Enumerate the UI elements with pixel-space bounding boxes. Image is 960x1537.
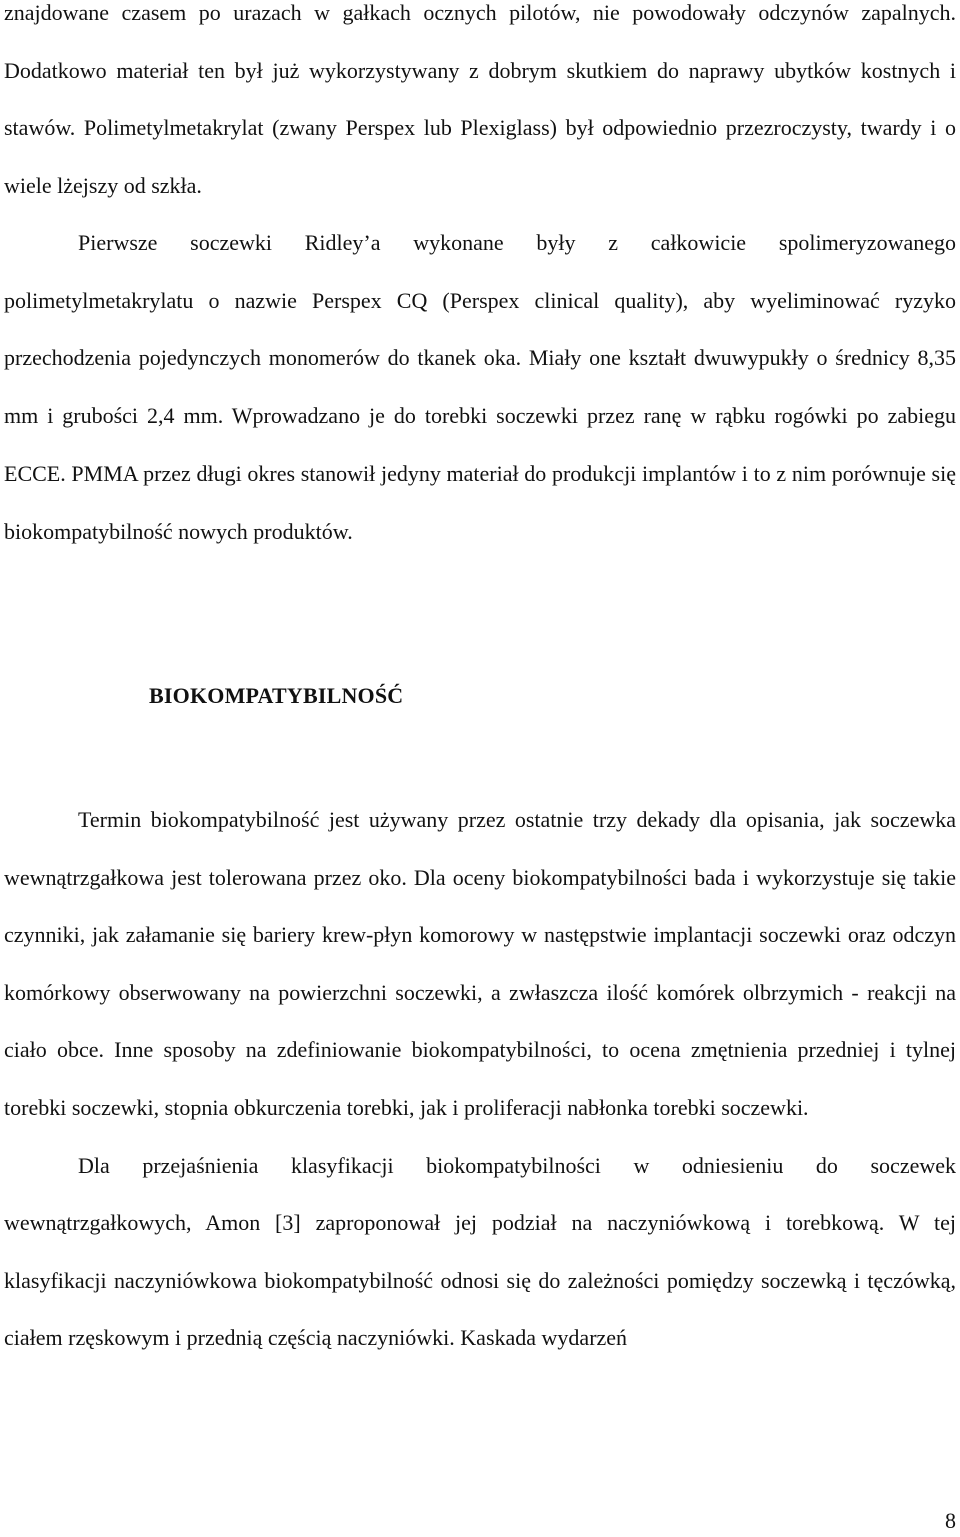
section-heading: BIOKOMPATYBILNOŚĆ xyxy=(149,683,404,708)
section-body xyxy=(4,791,956,1367)
paragraph-ridley-lenses: Pierwsze soczewki Ridley’a wykonane były z całkowicie spolimeryzowanego polimetylmetakrylatu o nazwie Perspex CQ (Perspex clinical quality), aby wyeliminować ryzyko przechodzenia pojedynczych monomerów do tkanek oka. Miały one kształt dwuwypukły o średnicy 8,35 mm i grubości 2,4 mm. Wprowadzano je do torebki soczewki przez ranę w rąbku rogówki po zabiegu ECCE. PMMA przez długi okres stanowił jedyny materiał do produkcji implantów i to z nim porównuje się biokompatybilność nowych produktów. xyxy=(4,230,956,544)
paragraph-pmma-history: znajdowane czasem po urazach w gałkach ocznych pilotów, nie powodowały odczynów zapalnych. Dodatkowo materiał ten był już wykorzystywany z dobrym skutkiem do naprawy ubytków kostnych i stawów. Polimetylmetakrylat (zwany Perspex lub Plexiglass) był odpowiednio przezroczysty, twardy i o wiele lżejszy od szkła. xyxy=(4,0,956,198)
document-page xyxy=(4,0,956,560)
page-number: 8 xyxy=(945,1508,956,1533)
paragraph-biocompatibility-definition: Termin biokompatybilność jest używany przez ostatnie trzy dekady dla opisania, jak soczewka wewnątrzgałkowa jest tolerowana przez oko. Dla oceny biokompatybilności bada i wykorzystuje się takie czynniki, jak załamanie się bariery krew-płyn komorowy w następstwie implantacji soczewki oraz odczyn komórkowy obserwowany na powierzchni soczewki, a zwłaszcza ilość komórek olbrzymich - reakcji na ciało obce. Inne sposoby na zdefiniowanie biokompatybilności, to ocena zmętnienia przedniej i tylnej torebki soczewki, stopnia obkurczenia torebki, jak i proliferacji nabłonka torebki soczewki. xyxy=(4,807,956,1120)
paragraph-amon-classification: Dla przejaśnienia klasyfikacji biokompatybilności w odniesieniu do soczewek wewnątrzgałkowych, Amon [3] zaproponował jej podział na naczyniówkową i torebkową. W tej klasyfikacji naczyniówkowa biokompatybilność odnosi się do zależności pomiędzy soczewką i tęczówką, ciałem rzęskowym i przednią częścią naczyniówki. Kaskada wydarzeń xyxy=(4,1152,956,1351)
